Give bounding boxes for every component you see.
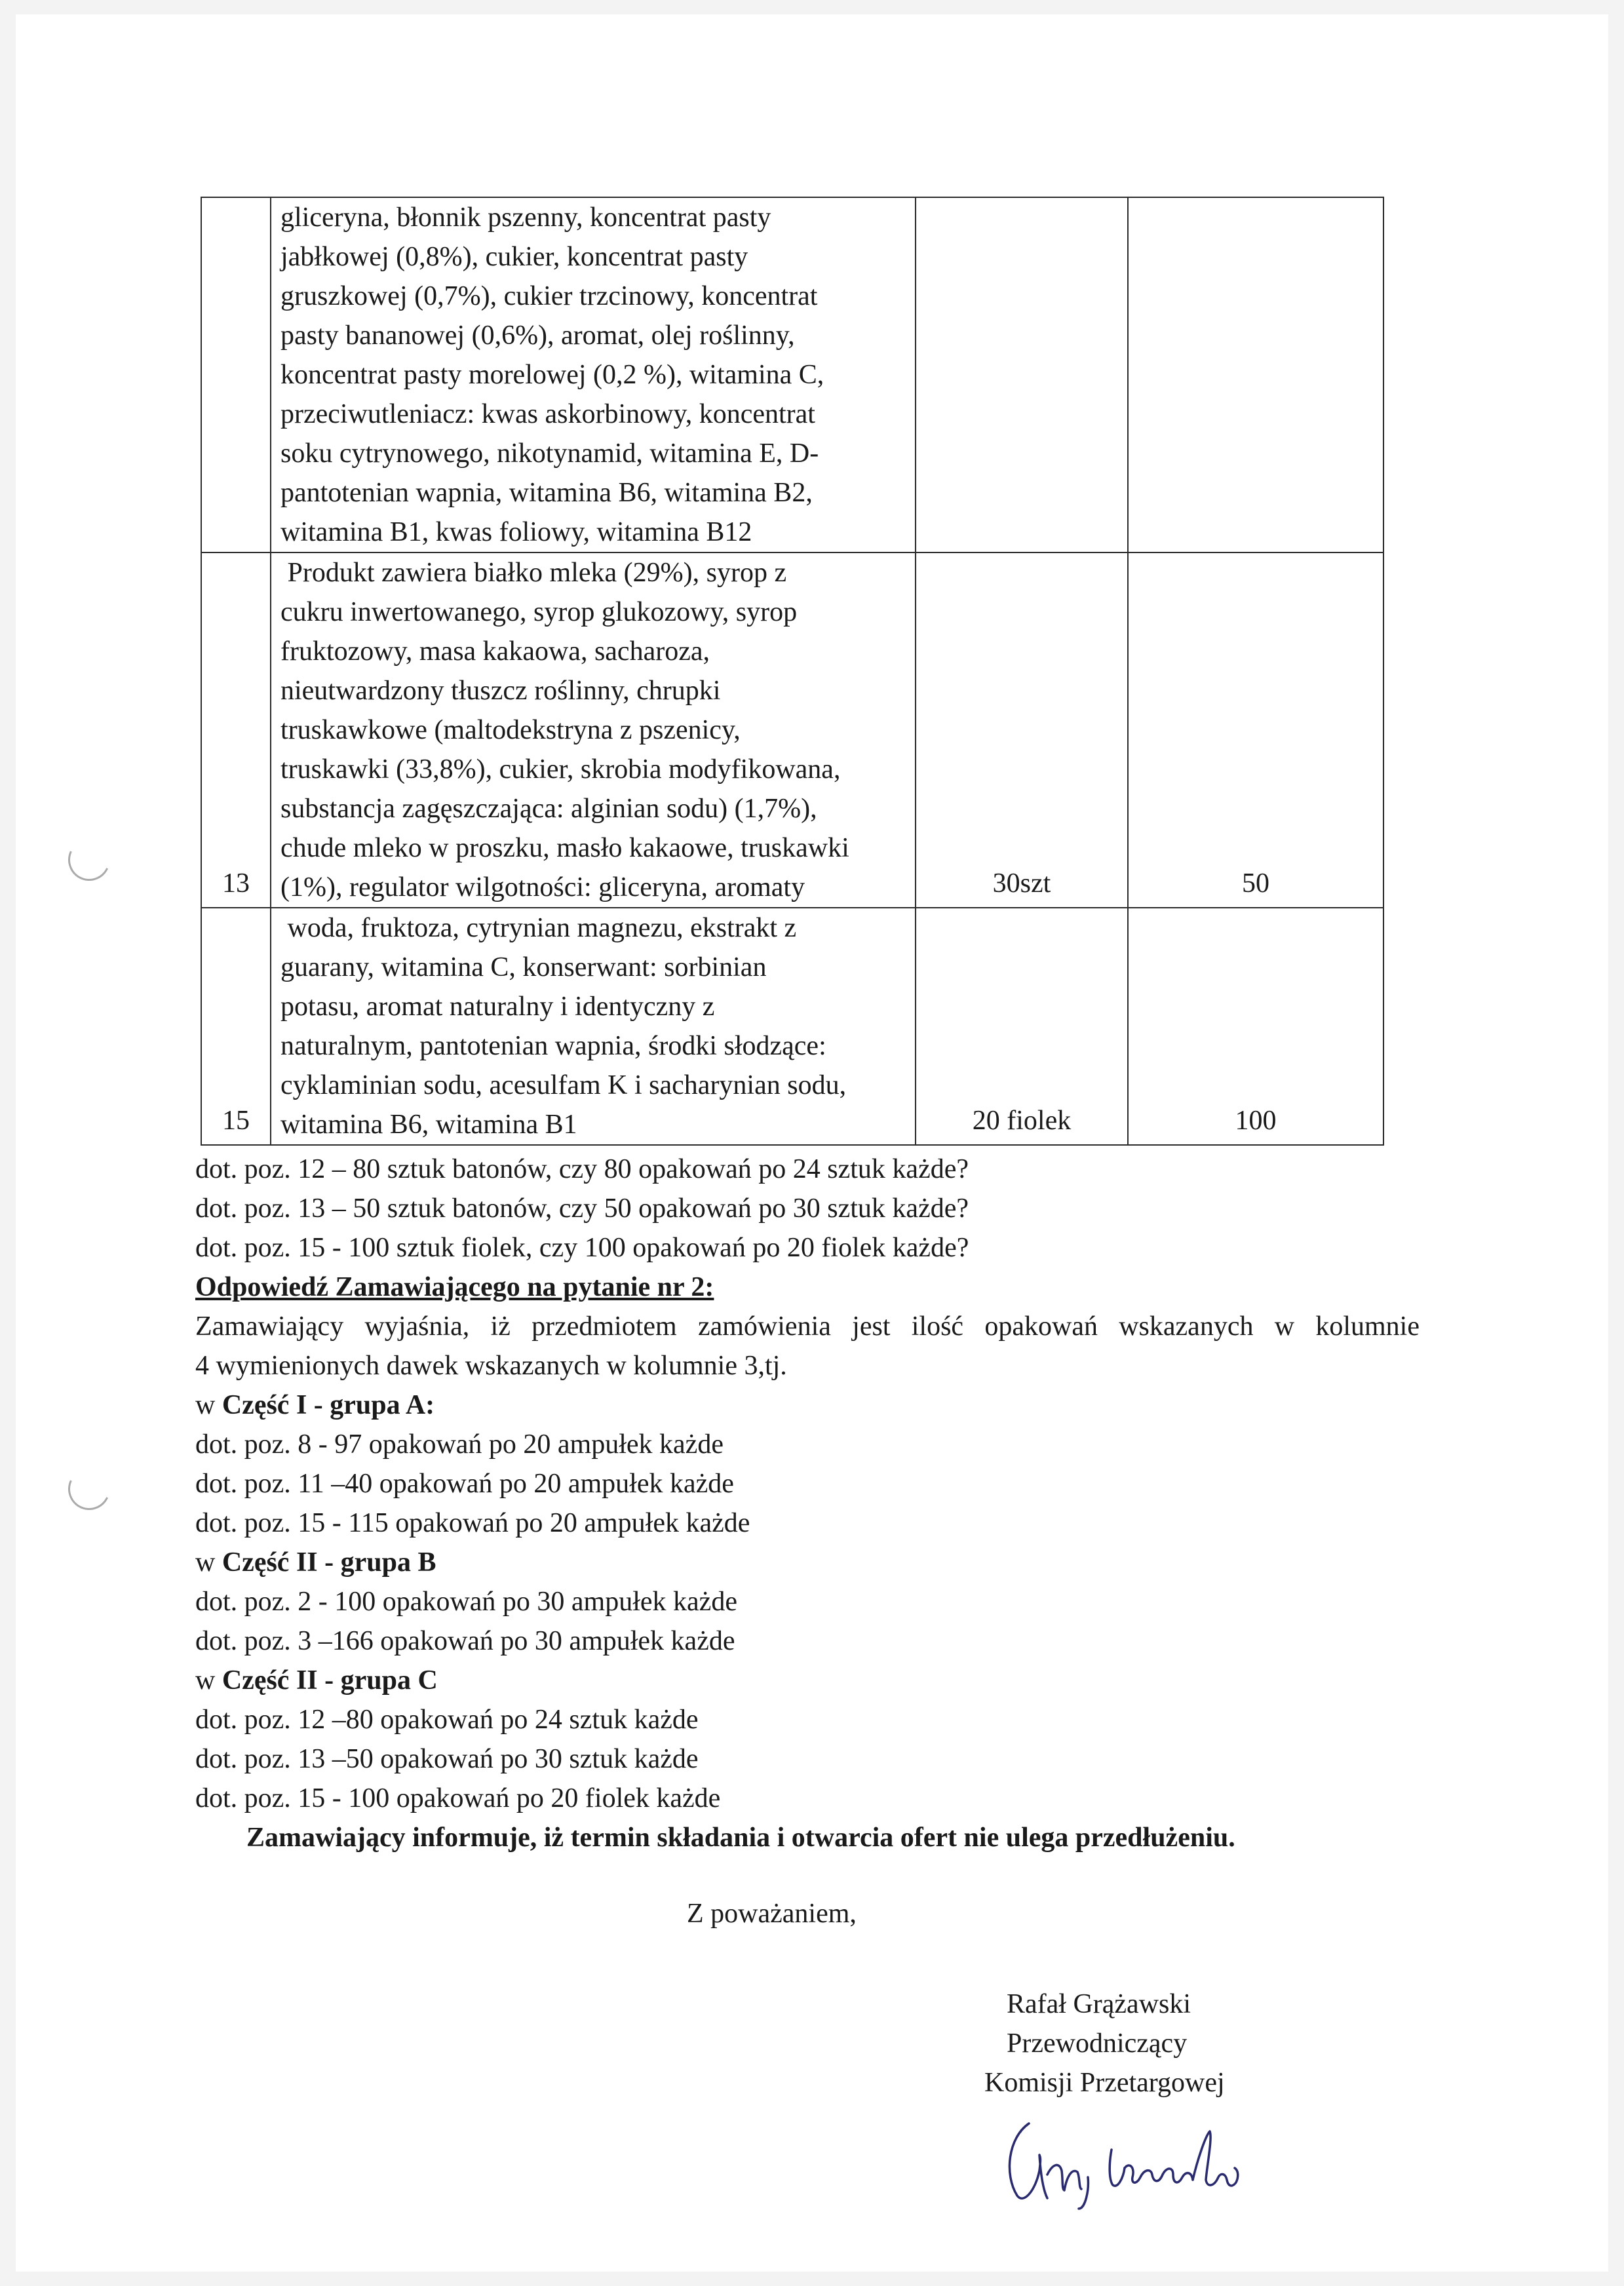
composition-line: pantotenian wapnia, witamina B6, witamina B2, — [280, 478, 813, 508]
dose-cell: 30szt — [916, 552, 1128, 908]
composition-line: fruktozowy, masa kakaowa, sacharoza, — [280, 636, 710, 667]
composition-line: nieutwardzony tłuszcz roślinny, chrupki — [280, 676, 721, 706]
product-spec-table — [201, 197, 1384, 1146]
group-heading — [195, 1543, 436, 1582]
answer-intro-line: 4 wymienionych dawek wskazanych w kolumnie 3,tj. — [195, 1351, 787, 1381]
deadline-notice: Zamawiający informuje, iż termin składania i otwarcia ofert nie ulega przedłużeniu. — [246, 1823, 1235, 1853]
group-prefix: w — [195, 1547, 222, 1578]
composition-cell — [271, 552, 916, 908]
composition-line: chude mleko w proszku, masło kakaowe, truskawki — [280, 833, 849, 863]
answer-heading: Odpowiedź Zamawiającego na pytanie nr 2: — [195, 1272, 714, 1302]
composition-line: witamina B6, witamina B1 — [280, 1110, 577, 1140]
composition-line: cukru inwertowanego, syrop glukozowy, syrop — [280, 597, 798, 627]
group-prefix: w — [195, 1665, 222, 1695]
position-number-cell — [201, 197, 271, 552]
document-page — [16, 14, 1608, 2272]
dose-cell — [916, 197, 1128, 552]
closing-salutation: Z poważaniem, — [687, 1899, 857, 1929]
composition-line: soku cytrynowego, nikotynamid, witamina E, D- — [280, 438, 819, 469]
composition-line: witamina B1, kwas foliowy, witamina B12 — [280, 517, 752, 547]
signatory-title: Komisji Przetargowej — [984, 2068, 1225, 2098]
composition-line: gliceryna, błonnik pszenny, koncentrat pasty — [280, 203, 771, 233]
package-count-cell: 100 — [1128, 908, 1383, 1145]
question-line: dot. poz. 12 – 80 sztuk batonów, czy 80 opakowań po 24 sztuk każde? — [195, 1154, 969, 1184]
group-prefix: w — [195, 1390, 222, 1420]
question-line: dot. poz. 13 – 50 sztuk batonów, czy 50 opakowań po 30 sztuk każde? — [195, 1193, 969, 1224]
composition-line: pasty bananowej (0,6%), aromat, olej roślinny, — [280, 320, 795, 351]
composition-line: koncentrat pasty morelowej (0,2 %), witamina C, — [280, 360, 824, 390]
composition-line: (1%), regulator wilgotności: gliceryna, aromaty — [280, 872, 805, 902]
table-row — [201, 197, 1383, 552]
punch-hole — [62, 1462, 116, 1516]
composition-line: jabłkowej (0,8%), cukier, koncentrat pasty — [280, 242, 748, 272]
signatory-title: Przewodniczący — [1007, 2028, 1188, 2059]
composition-line: substancja zagęszczająca: alginian sodu) (1,7%), — [280, 794, 817, 824]
group-item: dot. poz. 15 - 115 opakowań po 20 ampułek każde — [195, 1508, 750, 1538]
table-row — [201, 552, 1383, 908]
question-line: dot. poz. 15 - 100 sztuk fiolek, czy 100 opakowań po 20 fiolek każde? — [195, 1233, 969, 1263]
group-item: dot. poz. 15 - 100 opakowań po 20 fiolek każde — [195, 1783, 721, 1813]
group-item: dot. poz. 3 –166 opakowań po 30 ampułek każde — [195, 1626, 735, 1656]
composition-line: woda, fruktoza, cytrynian magnezu, ekstrakt z — [280, 913, 797, 943]
group-item: dot. poz. 2 - 100 opakowań po 30 ampułek każde — [195, 1587, 737, 1617]
group-title: Część II - grupa B — [222, 1547, 436, 1578]
group-heading — [195, 1661, 438, 1700]
composition-line: przeciwutleniacz: kwas askorbinowy, koncentrat — [280, 399, 815, 429]
punch-hole — [62, 833, 116, 887]
composition-line: cyklaminian sodu, acesulfam K i sacharynian sodu, — [280, 1070, 847, 1100]
composition-cell — [271, 197, 916, 552]
group-title: Część I - grupa A: — [222, 1390, 435, 1420]
position-number-cell: 13 — [201, 552, 271, 908]
composition-line: gruszkowej (0,7%), cukier trzcinowy, koncentrat — [280, 281, 818, 311]
group-item: dot. poz. 11 –40 opakowań po 20 ampułek każde — [195, 1469, 734, 1499]
composition-line: guarany, witamina C, konserwant: sorbinian — [280, 952, 767, 982]
group-item: dot. poz. 12 –80 opakowań po 24 sztuk każde — [195, 1705, 699, 1735]
package-count-cell — [1128, 197, 1383, 552]
group-title: Część II - grupa C — [222, 1665, 438, 1695]
handwritten-signature — [1001, 2112, 1250, 2210]
composition-cell — [271, 908, 916, 1145]
composition-line: truskawkowe (maltodekstryna z pszenicy, — [280, 715, 741, 745]
dose-cell: 20 fiolek — [916, 908, 1128, 1145]
group-item: dot. poz. 8 - 97 opakowań po 20 ampułek każde — [195, 1429, 724, 1460]
composition-line: Produkt zawiera białko mleka (29%), syrop z — [280, 558, 787, 588]
position-number-cell: 15 — [201, 908, 271, 1145]
table-row — [201, 908, 1383, 1145]
composition-line: truskawki (33,8%), cukier, skrobia modyfikowana, — [280, 754, 841, 785]
composition-line: potasu, aromat naturalny i identyczny z — [280, 992, 715, 1022]
answer-intro-line: Zamawiający wyjaśnia, iż przedmiotem zamówienia jest ilość opakowań wskazanych w kolumnie — [195, 1311, 1420, 1342]
composition-line: naturalnym, pantotenian wapnia, środki słodzące: — [280, 1031, 826, 1061]
signatory-name: Rafał Grążawski — [1007, 1989, 1191, 2019]
group-item: dot. poz. 13 –50 opakowań po 30 sztuk każde — [195, 1744, 699, 1774]
package-count-cell: 50 — [1128, 552, 1383, 908]
group-heading — [195, 1385, 435, 1425]
